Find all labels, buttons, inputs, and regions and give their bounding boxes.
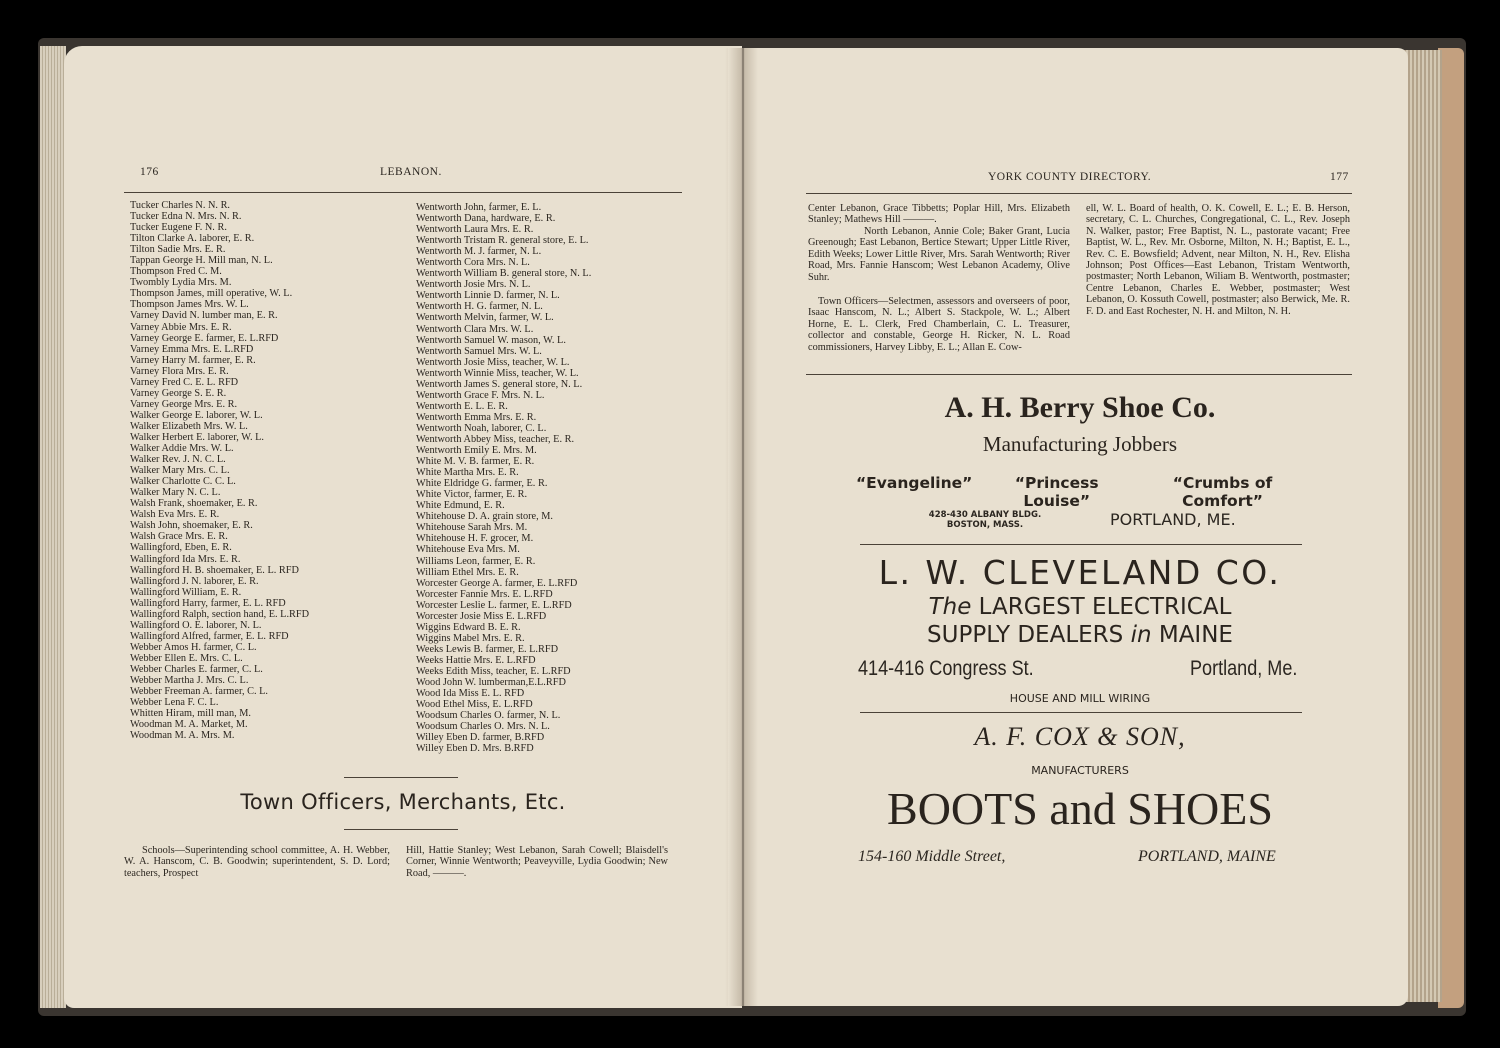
right-paragraph-1: Center Lebanon, Grace Tibbetts; Poplar Hill, Mrs. Elizabeth Stanley; Mathews Hill ———. <box>808 203 1070 226</box>
directory-entry: Thompson James, mill operative, W. L. <box>130 288 293 300</box>
directory-entry: Walsh Grace Mrs. E. R. <box>130 531 228 543</box>
directory-entry: Tucker Charles N. N. R. <box>130 200 231 211</box>
right-page-number: 177 <box>1330 171 1349 183</box>
directory-entry: Wallingford Alfred, farmer, E. L. RFD <box>130 630 289 642</box>
directory-entry: Walsh John, shoemaker, E. R. <box>130 520 253 532</box>
directory-entry: Webber Lena F. C. L. <box>130 697 219 709</box>
directory-entry: Walsh Frank, shoemaker, E. R. <box>130 498 258 510</box>
cleveland-largest: LARGEST ELECTRICAL <box>978 594 1232 620</box>
directory-entry: Wallingford William, E. R. <box>130 586 242 598</box>
directory-entry: Varney Harry M. farmer, E. R. <box>130 354 256 366</box>
directory-column-1 <box>130 200 309 741</box>
directory-entry: Walker Rev. J. N. C. L. <box>130 454 226 466</box>
berry-brand-3: “Crumbs of Comfort” <box>1172 474 1273 510</box>
berry-brand-2: “Princess Louise” <box>1014 474 1099 510</box>
directory-entry: Webber Charles E. farmer, C. L. <box>130 663 263 675</box>
directory-entry: Varney George Mrs. E. R. <box>130 398 238 410</box>
directory-entry: Thompson Fred C. M. <box>130 266 222 278</box>
directory-entry: Walsh Eva Mrs. E. R. <box>130 509 220 521</box>
directory-entry: Varney Flora Mrs. E. R. <box>130 365 229 377</box>
right-paragraph-2: North Lebanon, Annie Cole; Baker Grant, Lucia Greenough; East Lebanon, Bertice Stewart; Upper Little River, Edith Weeks; Lower Little River, Mrs. Sarah Wentworth; River Road, Mrs. Fannie Hanscom; West Lebanon Academy, Olive Suhr. <box>808 226 1070 283</box>
directory-entry: Wentworth Josie Miss, teacher, W. L. <box>416 356 570 368</box>
directory-entry: White Edmund, E. R. <box>416 500 505 512</box>
directory-entry: Wentworth Abbey Miss, teacher, E. R. <box>416 433 575 445</box>
directory-entry: Wentworth John, farmer, E. L. <box>416 202 542 213</box>
directory-entry: Webber Ellen E. Mrs. C. L. <box>130 652 243 664</box>
directory-entry: Tilton Sadie Mrs. E. R. <box>130 244 226 256</box>
right-page-edges <box>1404 50 1442 1002</box>
section-rule-top <box>344 777 458 778</box>
cox-ad-name: A. F. COX & SON, <box>974 722 1186 751</box>
directory-column-2 <box>416 202 591 754</box>
berry-address-line-1: 428-430 ALBANY BLDG. <box>928 510 1042 520</box>
directory-entry: Worcester Fannie Mrs. E. L.RFD <box>416 588 553 600</box>
directory-entry: Wallingford, Eben, E. R. <box>130 542 232 554</box>
cleveland-maine: MAINE <box>1158 622 1233 648</box>
directory-entry: Wood Ethel Miss, E. L.RFD <box>416 699 533 711</box>
directory-entry: Webber Amos H. farmer, C. L. <box>130 641 257 653</box>
directory-entry: Wood John W. lumberman,E.L.RFD <box>416 677 566 689</box>
left-header-rule <box>124 192 682 193</box>
directory-entry: Williams Leon, farmer, E. R. <box>416 555 536 567</box>
directory-entry: Varney Emma Mrs. E. L.RFD <box>130 343 254 355</box>
directory-entry: Wallingford Harry, farmer, E. L. RFD <box>130 597 286 609</box>
directory-entry: Wentworth M. J. farmer, N. L. <box>416 246 542 258</box>
left-page-edges <box>40 46 66 1008</box>
right-running-head: YORK COUNTY DIRECTORY. <box>988 171 1152 183</box>
left-page-number: 176 <box>140 166 159 178</box>
ad-divider-1 <box>860 544 1302 545</box>
directory-entry: Walker Mary N. C. L. <box>130 487 221 499</box>
directory-entry: Wentworth Samuel W. mason, W. L. <box>416 334 566 346</box>
directory-entry: Walker Charlotte C. C. L. <box>130 476 236 488</box>
directory-entry: Wentworth Linnie D. farmer, N. L. <box>416 290 560 302</box>
section-rule-bottom <box>344 829 458 830</box>
directory-entry: Wentworth E. L. E. R. <box>416 400 508 412</box>
cleveland-supply: SUPPLY DEALERS <box>927 622 1124 648</box>
directory-entry: Wentworth James S. general store, N. L. <box>416 378 583 390</box>
directory-entry: Tucker Eugene F. N. R. <box>130 222 227 234</box>
directory-entry: Whitehouse Sarah Mrs. M. <box>416 522 528 534</box>
cleveland-line-2 <box>856 622 1304 648</box>
directory-entry: Worcester George A. farmer, E. L.RFD <box>416 577 578 589</box>
cleveland-the: The <box>928 594 972 620</box>
directory-entry: Worcester Leslie L. farmer, E. L.RFD <box>416 599 572 611</box>
directory-entry: Wiggins Mabel Mrs. E. R. <box>416 632 525 644</box>
right-paragraph-4: ell, W. L. Board of health, O. K. Cowell, E. L.; E. B. Herson, secretary, C. L. Churches, Congregational, C. L., Rev. Joseph N. Walker, pastor; Free Baptist, N. L., pastorate vacant; Free Baptist, W. L., Rev. Mr. Osborne, Milton, N. H.; Baptist, E. L., Rev. C. E. Bowsfield; Advent, near Milton, N. H., Rev. Elisha Johnson; Post Offices—East Lebanon, Tristam Wentworth, postmaster; North Lebanon, Wiliam B. Wentworth, postmaster; Centre Lebanon, Charles E. Webber, postmaster; West Lebanon, O. Kossuth Cowell, postmaster; also Berwick, Me. R. F. D. and East Rochester, N. H. and Milton, N. H. <box>1086 203 1350 317</box>
directory-entry: Woodsum Charles O. Mrs. N. L. <box>416 721 550 733</box>
directory-entry: Woodman M. A. Mrs. M. <box>130 730 235 742</box>
directory-entry: Weeks Lewis B. farmer, E. L.RFD <box>416 643 559 655</box>
directory-entry: Weeks Edith Miss, teacher, E. L.RFD <box>416 665 571 677</box>
directory-entry: Thompson James Mrs. W. L. <box>130 299 249 311</box>
directory-entry: White Victor, farmer, E. R. <box>416 489 528 501</box>
directory-entry: Whitehouse D. A. grain store, M. <box>416 511 553 523</box>
directory-entry: Wentworth Melvin, farmer, W. L. <box>416 312 554 324</box>
cleveland-service: HOUSE AND MILL WIRING <box>1009 692 1151 705</box>
directory-entry: William Ethel Mrs. E. R. <box>416 566 519 578</box>
cleveland-city: Portland, Me. <box>1190 657 1298 680</box>
right-paragraph-3: Town Officers—Selectmen, assessors and overseers of poor, Isaac Hanscom, N. L.; Albert S. Stackpole, W. L.; Albert Horne, E. L. Clerk, Fred Chamberlain, C. L. Treasurer, collector and constable, George H. Ricker, N. L. Road commissioners, Harvey Libby, E. L.; Allan E. Cow- <box>808 296 1070 353</box>
directory-entry: Wentworth Samuel Mrs. W. L. <box>416 345 542 357</box>
cox-product: BOOTS and SHOES <box>887 783 1273 834</box>
directory-entry: Woodman M. A. Market, M. <box>130 719 248 731</box>
directory-entry: Tappan George H. Mill man, N. L. <box>130 255 273 267</box>
berry-brand-1: “Evangeline” <box>856 474 973 492</box>
directory-entry: Woodsum Charles O. farmer, N. L. <box>416 710 561 722</box>
berry-ad-tagline: Manufacturing Jobbers <box>982 432 1178 456</box>
ad-divider-2 <box>860 712 1302 713</box>
cleveland-in: in <box>1130 622 1152 648</box>
directory-entry: Wentworth Noah, laborer, C. L. <box>416 422 547 434</box>
cleveland-street: 414-416 Congress St. <box>858 657 1034 680</box>
directory-entry: Wentworth Grace F. Mrs. N. L. <box>416 389 545 401</box>
directory-entry: White Martha Mrs. E. R. <box>416 467 519 479</box>
directory-entry: Walker Herbert E. laborer, W. L. <box>130 431 264 443</box>
directory-entry: Webber Freeman A. farmer, C. L. <box>130 686 269 698</box>
directory-entry: White Eldridge G. farmer, E. R. <box>416 478 548 490</box>
directory-entry: Wentworth Emma Mrs. E. R. <box>416 411 537 423</box>
directory-entry: Wallingford Ralph, section hand, E. L.RFD <box>130 608 310 620</box>
directory-entry: Wentworth Laura Mrs. E. R. <box>416 224 534 236</box>
directory-entry: Wallingford O. E. laborer, N. L. <box>130 619 262 631</box>
directory-entry: Wentworth Winnie Miss, teacher, W. L. <box>416 367 579 379</box>
berry-ad-name: A. H. Berry Shoe Co. <box>944 391 1216 424</box>
directory-entry: Walker George E. laborer, W. L. <box>130 409 263 421</box>
directory-entry: Tucker Edna N. Mrs. N. R. <box>130 211 242 223</box>
directory-entry: Wiggins Edward B. E. R. <box>416 621 521 633</box>
right-page <box>744 48 1408 1006</box>
directory-entry: Wood Ida Miss E. L. RFD <box>416 688 525 700</box>
directory-entry: Varney David N. lumber man, E. R. <box>130 310 278 322</box>
directory-entry: Wentworth Cora Mrs. N. L. <box>416 257 530 269</box>
berry-address <box>920 511 1050 530</box>
directory-entry: Wentworth Clara Mrs. W. L. <box>416 323 534 335</box>
directory-entry: Willey Eben D. Mrs. B.RFD <box>416 743 534 755</box>
cox-city: PORTLAND, MAINE <box>1138 848 1276 865</box>
cox-street: 154-160 Middle Street, <box>858 848 1006 865</box>
directory-entry: Webber Martha J. Mrs. C. L. <box>130 675 249 687</box>
directory-entry: Whitehouse H. F. grocer, M. <box>416 533 534 545</box>
directory-entry: Twombly Lydia Mrs. M. <box>130 277 232 289</box>
directory-entry: Varney George E. farmer, E. L.RFD <box>130 332 279 344</box>
left-running-head: LEBANON. <box>380 166 442 178</box>
berry-address-line-2: BOSTON, MASS. <box>946 519 1024 530</box>
directory-entry: Varney George S. E. R. <box>130 387 227 399</box>
directory-entry: Tilton Clarke A. laborer, E. R. <box>130 233 255 245</box>
directory-entry: Wentworth William B. general store, N. L. <box>416 268 592 280</box>
directory-entry: Walker Mary Mrs. C. L. <box>130 465 230 477</box>
directory-entry: Whitehouse Eva Mrs. M. <box>416 544 520 556</box>
cleveland-ad-name: L. W. CLEVELAND CO. <box>878 553 1282 592</box>
section-paragraph-1: Schools—Superintending school committee, A. H. Webber, W. A. Hanscom, C. B. Goodwin; superintendent, S. D. Lord; teachers, Prospect <box>124 845 390 879</box>
directory-entry: Wentworth H. G. farmer, N. L. <box>416 301 543 313</box>
berry-city: PORTLAND, ME. <box>1110 510 1236 529</box>
directory-entry: White M. V. B. farmer, E. R. <box>416 456 535 468</box>
directory-entry: Walker Elizabeth Mrs. W. L. <box>130 420 248 432</box>
directory-entry: Wallingford J. N. laborer, E. R. <box>130 575 259 587</box>
directory-entry: Willey Eben D. farmer, B.RFD <box>416 732 545 744</box>
right-header-rule <box>806 193 1352 194</box>
cleveland-line-1 <box>856 594 1304 620</box>
directory-entry: Wentworth Tristam R. general store, E. L. <box>416 235 589 247</box>
directory-entry: Wallingford H. B. shoemaker, E. L. RFD <box>130 564 299 576</box>
directory-entry: Wallingford Ida Mrs. E. R. <box>130 553 241 565</box>
right-text-rule <box>806 374 1352 375</box>
directory-entry: Weeks Hattie Mrs. E. L.RFD <box>416 654 536 666</box>
gutter-shadow <box>728 48 758 1006</box>
directory-entry: Varney Fred C. E. L. RFD <box>130 376 239 388</box>
directory-entry: Wentworth Emily E. Mrs. M. <box>416 445 537 457</box>
berry-brands <box>856 474 1304 510</box>
cox-kind: MANUFACTURERS <box>1031 764 1129 777</box>
directory-entry: Worcester Josie Miss E. L.RFD <box>416 610 547 622</box>
directory-entry: Varney Abbie Mrs. E. R. <box>130 321 232 333</box>
directory-entry: Whitten Hiram, mill man, M. <box>130 708 251 720</box>
directory-entry: Walker Addie Mrs. W. L. <box>130 443 234 455</box>
section-title: Town Officers, Merchants, Etc. <box>240 790 566 814</box>
directory-entry: Wentworth Dana, hardware, E. R. <box>416 213 556 225</box>
section-paragraph-2: Hill, Hattie Stanley; West Lebanon, Sarah Cowell; Blaisdell's Corner, Winnie Wentworth; Peaveyville, Lydia Goodwin; New Road, ———. <box>406 845 668 879</box>
directory-entry: Wentworth Josie Mrs. N. L. <box>416 279 531 291</box>
